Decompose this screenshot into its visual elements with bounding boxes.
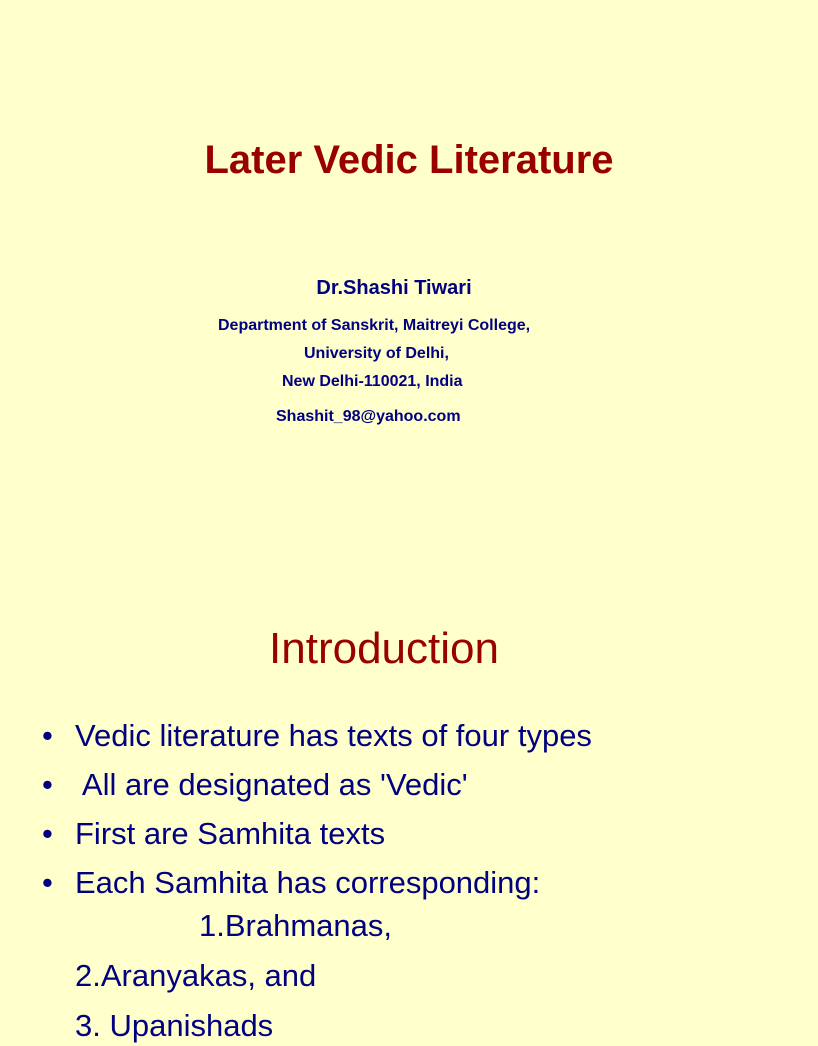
affiliation-department: Department of Sanskrit, Maitreyi College, bbox=[218, 317, 531, 334]
author-email: Shashit_98@yahoo.com bbox=[276, 408, 461, 425]
bullet-text: First are Samhita texts bbox=[75, 816, 386, 851]
bullet-text: Each Samhita has corresponding: bbox=[75, 865, 541, 900]
sub-item-brahmanas: 1.Brahmanas, bbox=[199, 908, 392, 943]
section-title: Introduction bbox=[269, 624, 499, 673]
bullet-icon: • bbox=[42, 767, 53, 802]
slide-title: Later Vedic Literature bbox=[204, 138, 614, 182]
author-name: Dr.Shashi Tiwari bbox=[316, 277, 472, 299]
bullet-text: Vedic literature has texts of four types bbox=[75, 718, 592, 753]
sub-item-upanishads: 3. Upanishads bbox=[75, 1008, 274, 1043]
affiliation-university: University of Delhi, bbox=[304, 345, 449, 362]
introduction-slide bbox=[0, 576, 768, 1043]
affiliation-city: New Delhi-110021, India bbox=[282, 373, 463, 390]
bullet-icon: • bbox=[42, 718, 53, 753]
bullet-icon: • bbox=[42, 816, 53, 851]
bullet-icon: • bbox=[42, 865, 53, 900]
bullet-text: All are designated as 'Vedic' bbox=[75, 767, 468, 802]
sub-item-aranyakas: 2.Aranyakas, and bbox=[75, 958, 317, 993]
